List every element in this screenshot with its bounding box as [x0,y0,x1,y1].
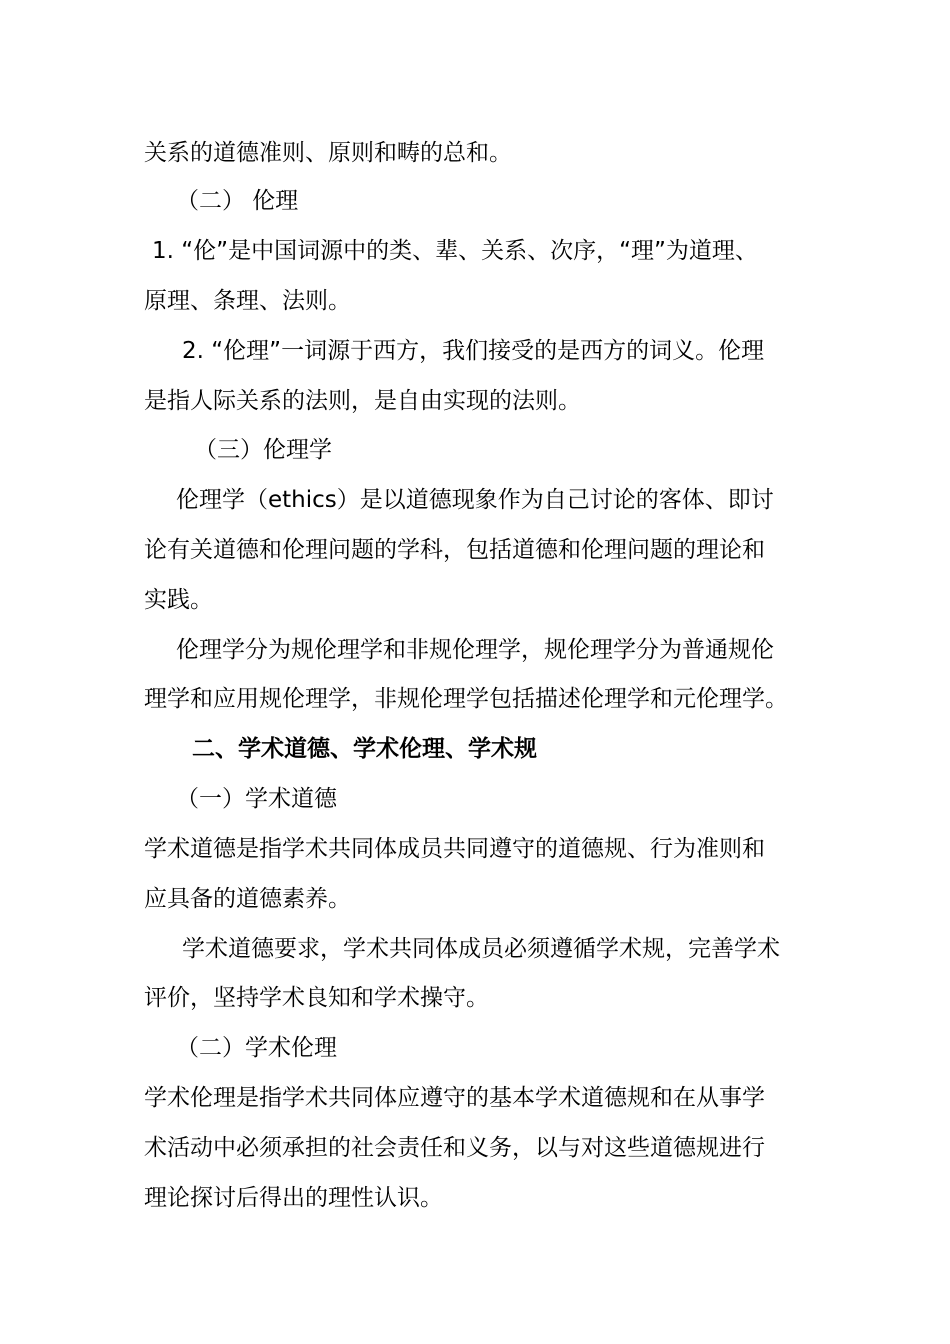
paragraph-line: 论有关道德和伦理问题的学科，包括道德和伦理问题的理论和 [144,537,765,563]
paragraph-line: 理学和应用规伦理学，非规伦理学包括描述伦理学和元伦理学。 [144,686,788,712]
paragraph-line: 术活动中必须承担的社会责任和义务，以与对这些道德规进行 [144,1135,765,1161]
section-heading: （三）伦理学 [194,437,332,463]
paragraph-line: 原理、条理、法则。 [144,288,351,314]
paragraph-line: 理论探讨后得出的理性认识。 [144,1185,443,1211]
paragraph-line: 2. “伦理”一词源于西方，我们接受的是西方的词义。伦理 [182,338,765,364]
paragraph-line: 1. “伦”是中国词源中的类、辈、关系、次序，“理”为道理、 [152,238,758,264]
paragraph-line: 伦理学（ethics）是以道德现象作为自己讨论的客体、即讨 [176,487,774,513]
paragraph-line: 学术伦理是指学术共同体应遵守的基本学术道德规和在从事学 [144,1085,765,1111]
section-heading: （一）学术道德 [176,786,337,812]
chapter-heading: 二、学术道德、学术伦理、学术规 [192,736,537,762]
paragraph-line: 伦理学分为规伦理学和非规伦理学，规伦理学分为普通规伦 [176,637,774,663]
paragraph-line: 关系的道德准则、原则和畴的总和。 [144,140,512,166]
paragraph-line: 实践。 [144,587,213,613]
paragraph-line: 评价，坚持学术良知和学术操守。 [144,985,489,1011]
paragraph-line: 是指人际关系的法则，是自由实现的法则。 [144,388,581,414]
section-heading: （二） 伦理 [176,188,299,214]
section-heading: （二）学术伦理 [176,1035,337,1061]
paragraph-line: 应具备的道德素养。 [144,886,351,912]
paragraph-line: 学术道德要求，学术共同体成员必须遵循学术规，完善学术 [182,936,780,962]
paragraph-line: 学术道德是指学术共同体成员共同遵守的道德规、行为准则和 [144,836,765,862]
